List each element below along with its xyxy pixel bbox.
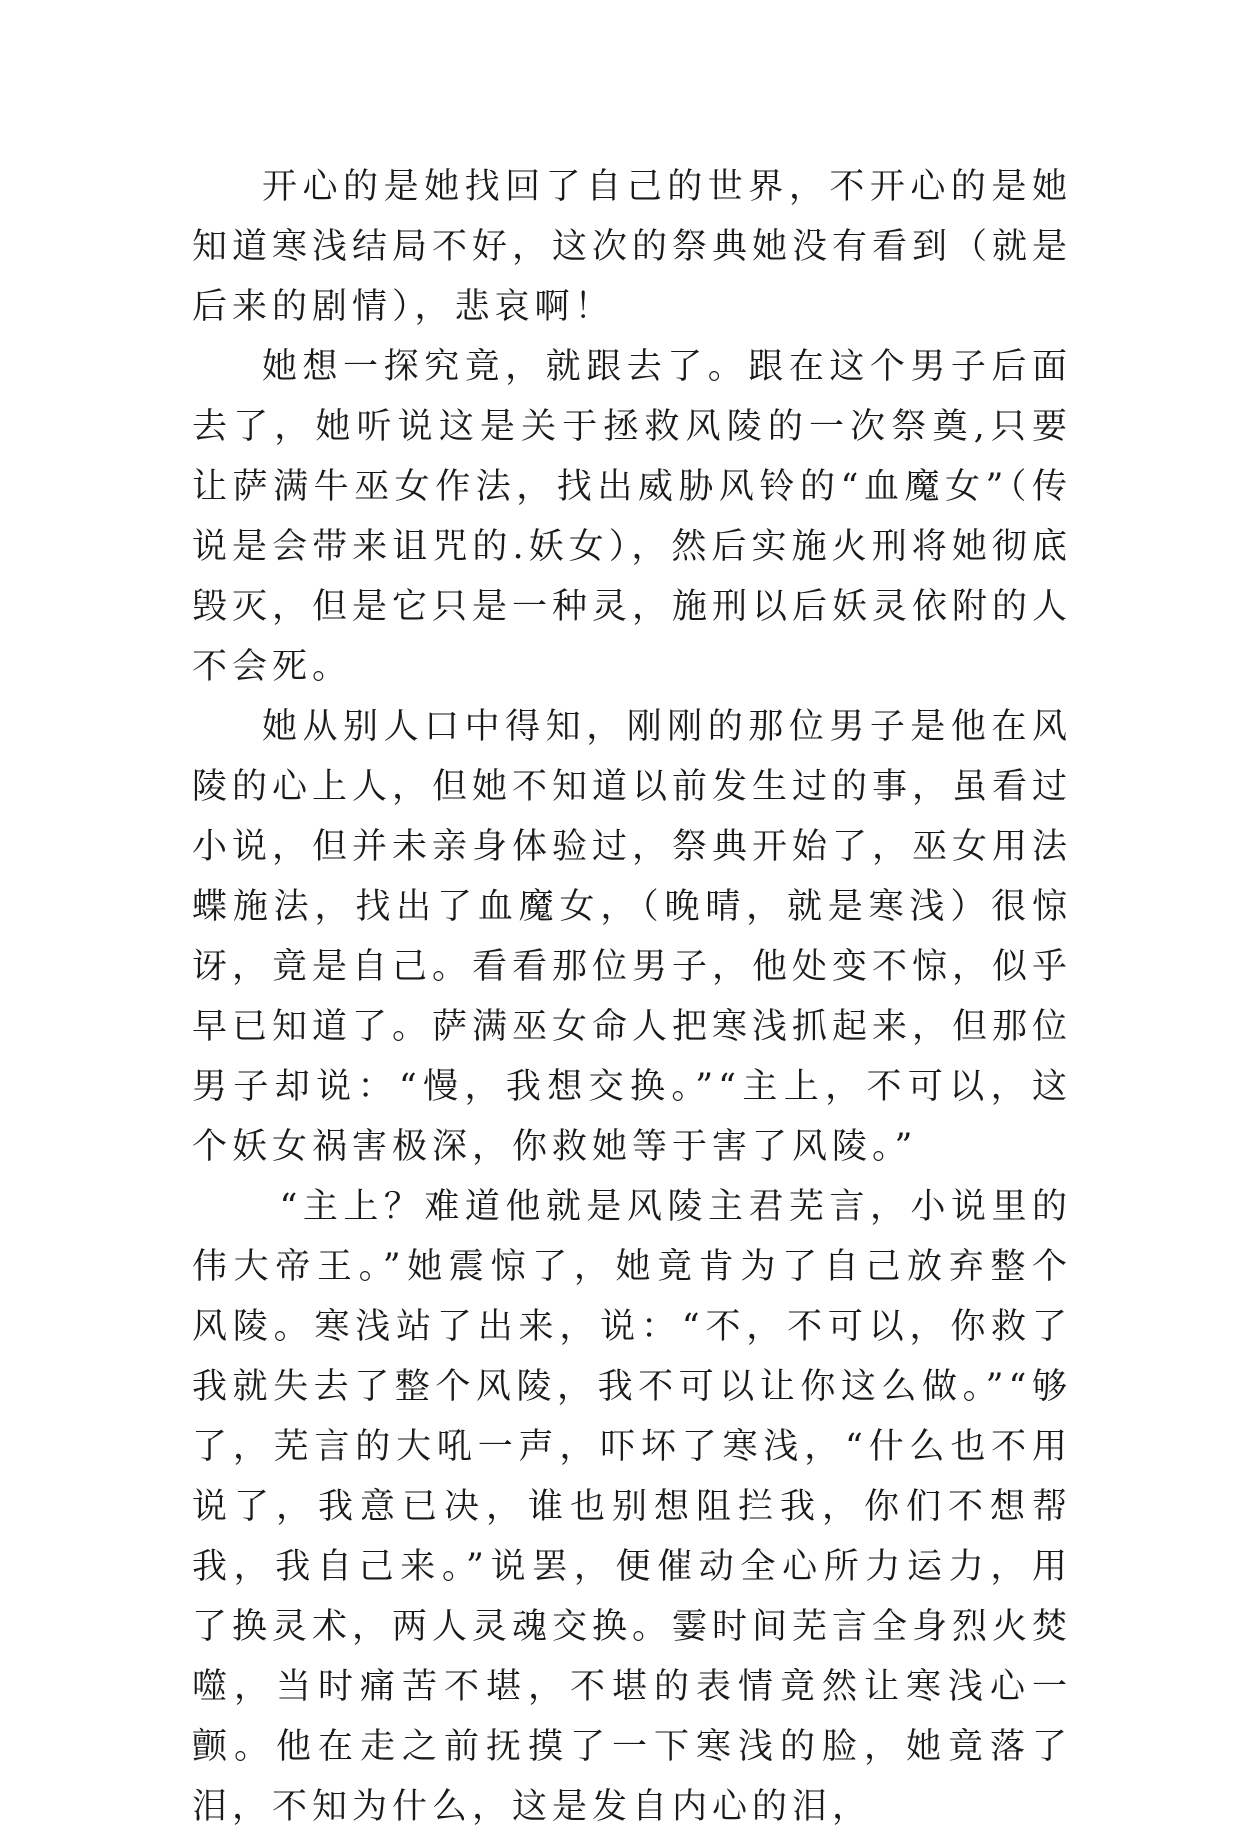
paragraph: 开心的是她找回了自己的世界，不开心的是她知道寒浅结局不好，这次的祭典她没有看到（就是后来的剧情），悲哀啊！: [192, 167, 1073, 327]
body-text: [192, 157, 1072, 1837]
paragraph: 她想一探究竟，就跟去了。跟在这个男子后面去了，她听说这是关于拯救风陵的一次祭奠,只要让萨满牛巫女作法，找出威胁风铃的“血魔女”（传说是会带来诅咒的.妖女），然后实施火刑将她彻底毁灭，但是它只是一种灵，施刑以后妖灵依附的人不会死。: [192, 347, 1073, 687]
paragraph: “主上？难道他就是风陵主君芜言，小说里的伟大帝王。”她震惊了，她竟肯为了自己放弃整个风陵。寒浅站了出来，说：“不，不可以，你救了我就失去了整个风陵，我不可以让你这么做。”“够了，芜言的大吼一声，吓坏了寒浅，“什么也不用说了，我意已决，谁也别想阻拦我，你们不想帮我，我自己来。”说罢，便催动全心所力运力，用了换灵术，两人灵魂交换。霎时间芜言全身烈火焚噬，当时痛苦不堪，不堪的表情竟然让寒浅心一颤。他在走之前抚摸了一下寒浅的脸，她竟落了泪，不知为什么，这是发自内心的泪，: [192, 1187, 1073, 1827]
paragraph: 她从别人口中得知，刚刚的那位男子是他在风陵的心上人，但她不知道以前发生过的事，虽看过小说，但并未亲身体验过，祭典开始了，巫女用法蝶施法，找出了血魔女，（晚晴，就是寒浅）很惊讶，竟是自己。看看那位男子，他处变不惊，似乎早已知道了。萨满巫女命人把寒浅抓起来，但那位男子却说：“慢，我想交换。”“主上，不可以，这个妖女祸害极深，你救她等于害了风陵。”: [192, 707, 1073, 1167]
